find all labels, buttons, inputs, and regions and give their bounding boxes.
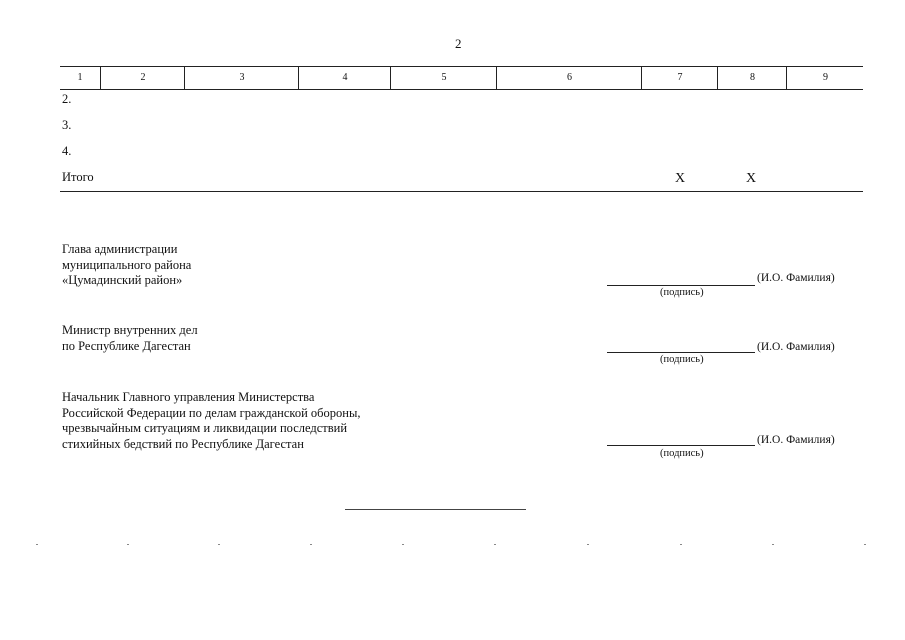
total-col8-mark: X (746, 171, 757, 186)
signatory-2-title: Министр внутренних дел по Республике Дагестан (62, 323, 198, 353)
footer-rule (345, 509, 526, 510)
table-row-label: 4. (62, 144, 72, 158)
signatory-2-name: (И.О. Фамилия) (757, 341, 835, 353)
column-header-7: 7 (641, 67, 718, 89)
column-header-1: 1 (77, 72, 83, 83)
signatory-3-title: Начальник Главного управления Министерства Российской Федерации по делам гражданской обороны, чрезвычайным ситуациям и ликвидации последствий стихийных бедствий по Республике Дагестан (62, 390, 361, 451)
signature-caption-3: (подпись) (660, 448, 704, 459)
column-header-2: 2 (100, 67, 185, 89)
total-col7-mark: X (675, 171, 686, 186)
column-header-8: 8 (717, 67, 787, 89)
table-bottom-border (60, 191, 863, 192)
scan-speck (127, 544, 129, 545)
column-header-6: 6 (496, 67, 642, 89)
scan-speck (218, 544, 220, 545)
signature-caption-1: (подпись) (660, 287, 704, 298)
signatory-1-name: (И.О. Фамилия) (757, 272, 835, 284)
scan-speck (494, 544, 496, 545)
page-number: 2 (455, 36, 462, 51)
column-header-9: 9 (786, 67, 864, 89)
signature-line-2 (607, 352, 755, 353)
signatory-3-name: (И.О. Фамилия) (757, 434, 835, 446)
signatory-1-title: Глава администрации муниципального района «Цумадинский район» (62, 242, 192, 287)
total-row-label: Итого (62, 170, 94, 184)
column-header-5: 5 (390, 67, 497, 89)
table-row-label: 2. (62, 92, 72, 106)
scan-speck (864, 544, 866, 545)
column-header-4: 4 (298, 67, 391, 89)
signature-line-3 (607, 445, 755, 446)
scan-speck (680, 544, 682, 545)
scan-speck (587, 544, 589, 545)
scan-speck (402, 544, 404, 545)
scan-speck (310, 544, 312, 545)
scan-speck (36, 544, 38, 545)
column-header-3: 3 (184, 67, 299, 89)
table-row-label: 3. (62, 118, 72, 132)
table-column-header-row (60, 66, 863, 90)
signature-line-1 (607, 285, 755, 286)
scan-speck (772, 544, 774, 545)
signature-caption-2: (подпись) (660, 354, 704, 365)
